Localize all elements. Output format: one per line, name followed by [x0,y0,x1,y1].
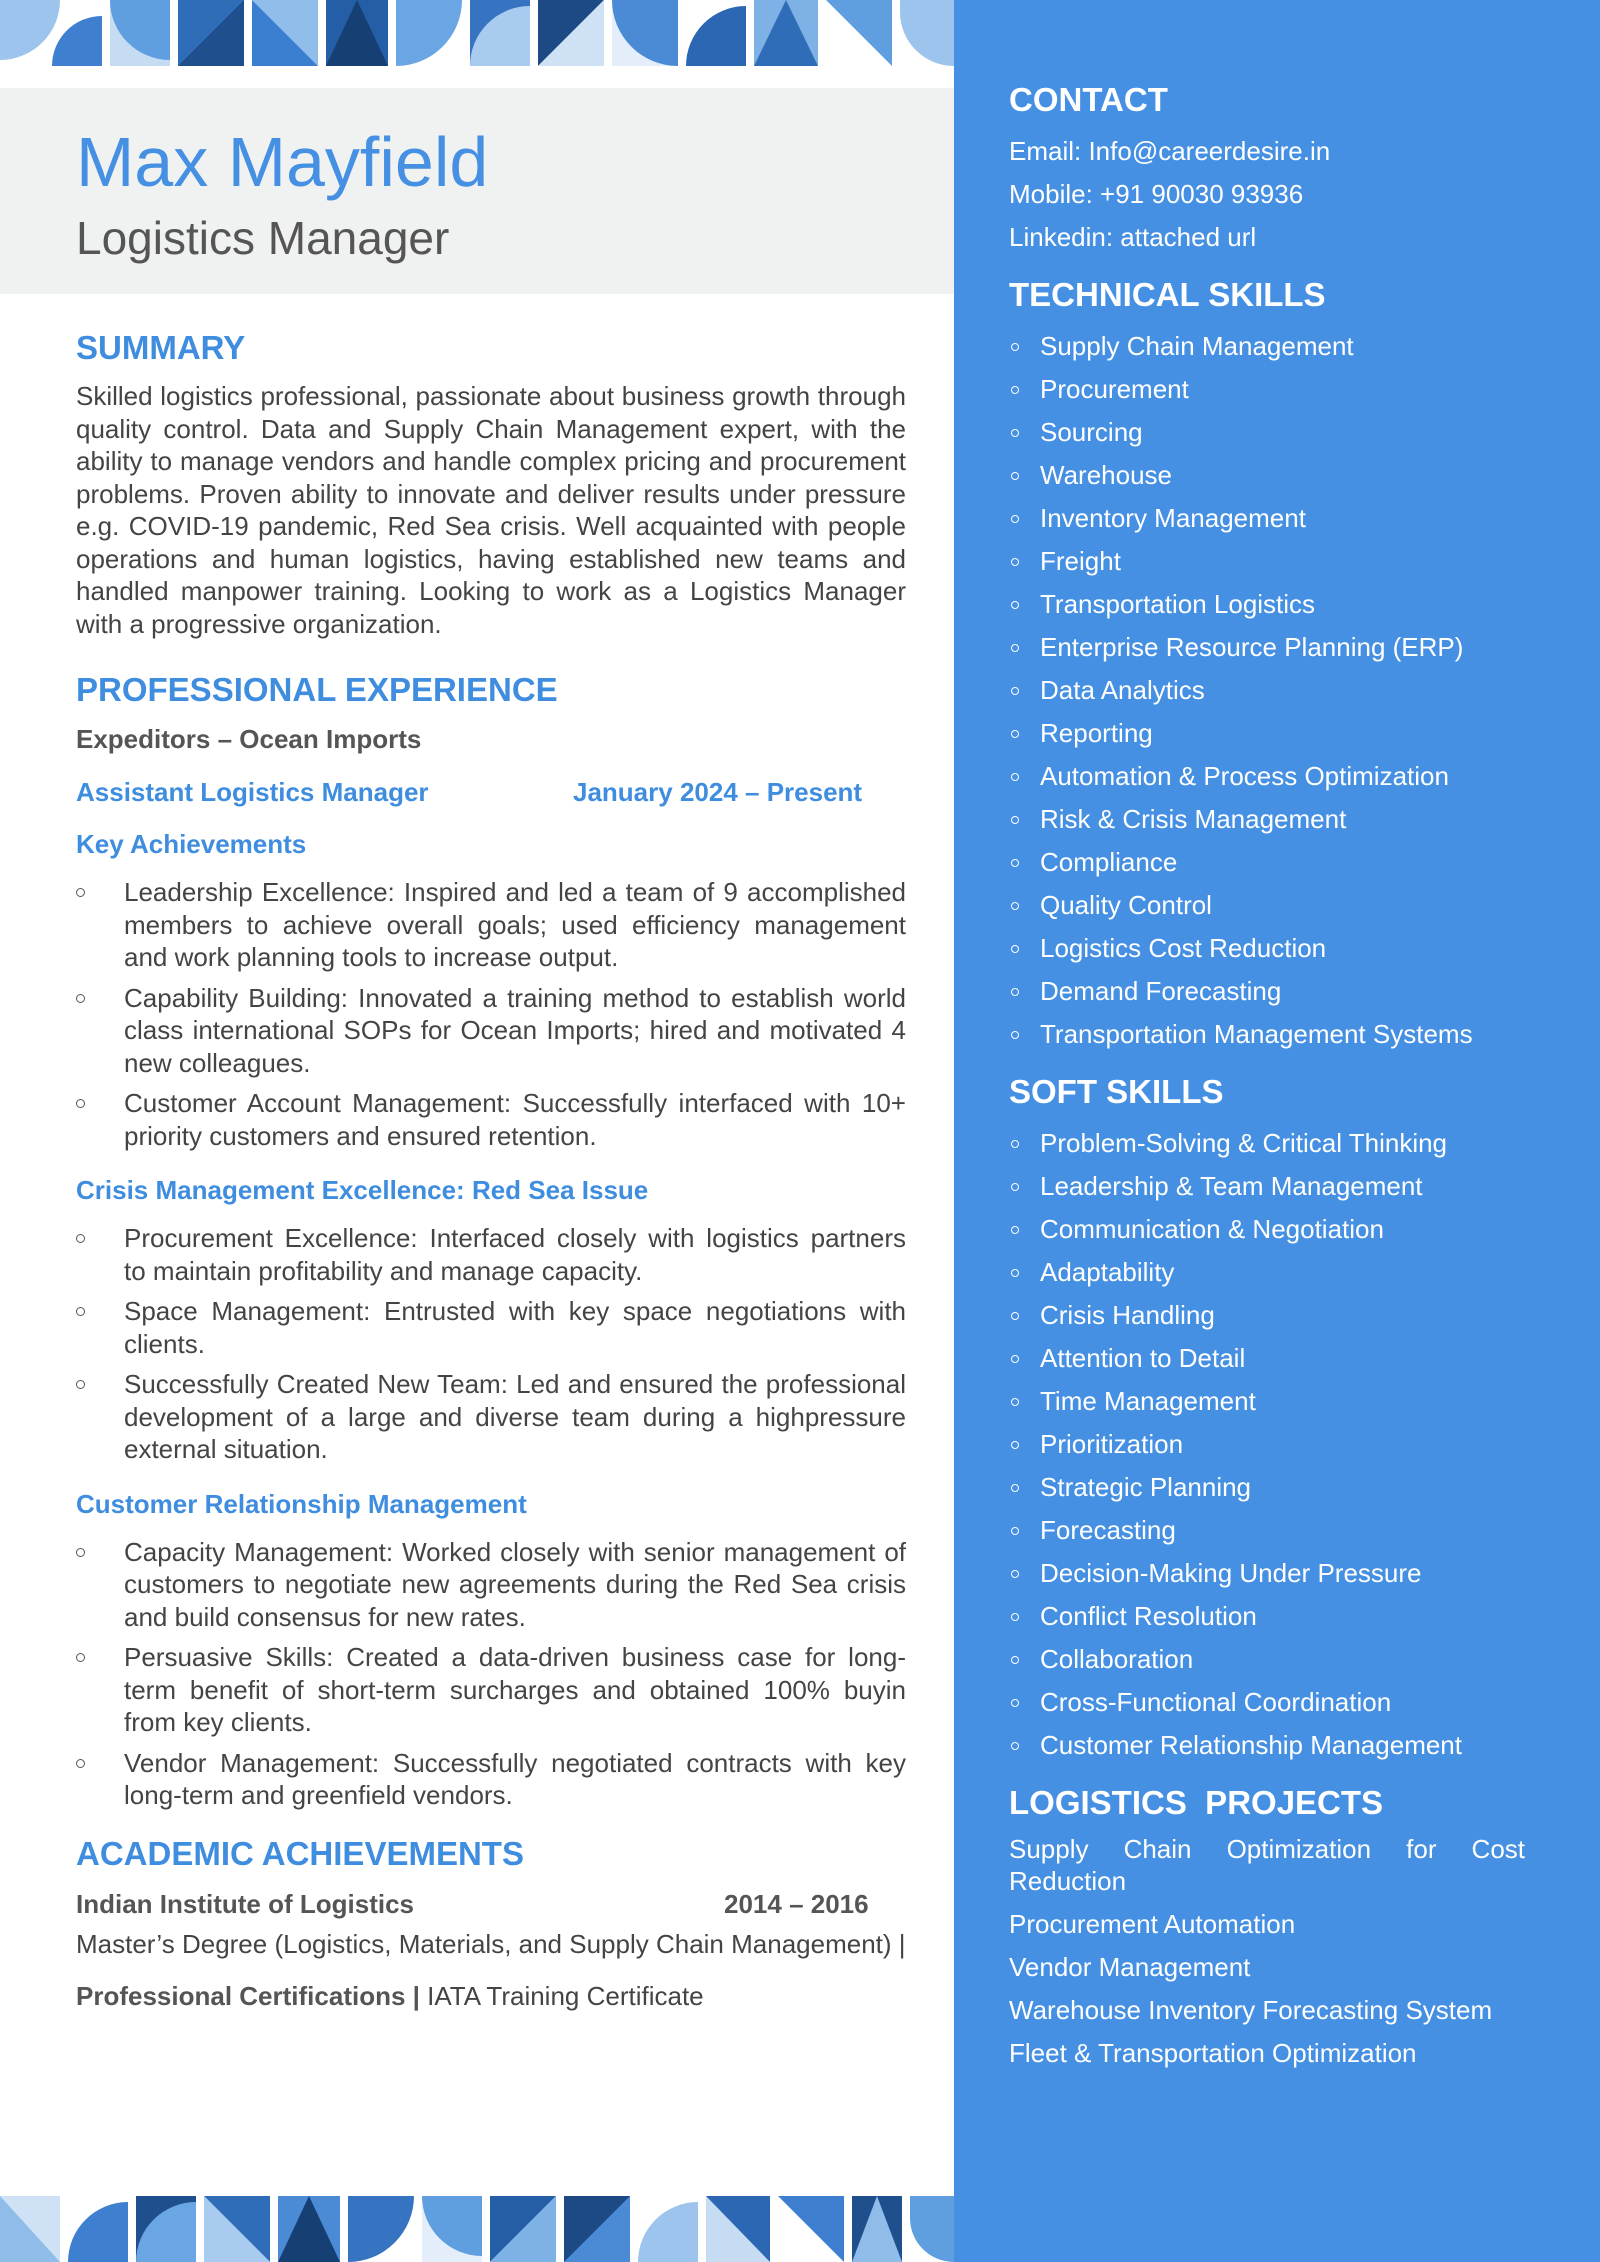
bullet-icon [1011,1742,1019,1750]
top-geometric-banner [0,0,954,66]
bullet-icon [1011,644,1019,652]
bullet-icon [76,1380,85,1389]
list-item: Communication & Negotiation [1009,1208,1525,1251]
bullet-icon [1011,945,1019,953]
bullet-icon [76,1548,85,1557]
list-item: Adaptability [1009,1251,1525,1294]
achievement-list [76,876,906,1152]
list-item: Prioritization [1009,1423,1525,1466]
bullet-icon [1011,1484,1019,1492]
list-item: Quality Control [1009,884,1525,927]
role-title: Assistant Logistics Manager [76,777,429,807]
bullet-icon [1011,386,1019,394]
soft-skills-list [1009,1122,1525,1767]
list-item: Collaboration [1009,1638,1525,1681]
bullet-icon [1011,1031,1019,1039]
bullet-icon [1011,859,1019,867]
list-item: Procurement Automation [1009,1909,1296,1939]
bullet-icon [1011,343,1019,351]
academic-heading: ACADEMIC ACHIEVEMENTS [76,1834,524,1872]
bullet-icon [1011,1183,1019,1191]
list-item: Fleet & Transportation Optimization [1009,2038,1417,2068]
bullet-icon [76,1759,85,1768]
list-item: Customer Relationship Management [1009,1724,1525,1767]
bullet-icon [1011,687,1019,695]
group-title: Crisis Management Excellence: Red Sea Issue [76,1175,649,1205]
role-period: January 2024 – Present [573,777,863,807]
contact-email: Email: Info@careerdesire.in [1009,136,1331,166]
list-item: Conflict Resolution [1009,1595,1525,1638]
list-item: Supply Chain Optimization for Cost Reduction [1009,1834,1525,1896]
list-item: Inventory Management [1009,497,1525,540]
bullet-icon [1011,1441,1019,1449]
list-item: Warehouse Inventory Forecasting System [1009,1995,1493,2025]
list-item: Demand Forecasting [1009,970,1525,1013]
projects-list [1009,1833,1525,2069]
list-item: Compliance [1009,841,1525,884]
sidebar-content [1009,78,1525,2080]
list-item: Capability Building: Innovated a training method to establish world class international SOPs for Ocean Imports; hired and motivated 4 new colleagues. [76,982,906,1080]
list-item: Decision-Making Under Pressure [1009,1552,1525,1595]
bullet-icon [1011,1269,1019,1277]
list-item: Transportation Management Systems [1009,1013,1525,1056]
list-item: Vendor Management [1009,1952,1251,1982]
institution-name: Indian Institute of Logistics [76,1888,414,1919]
bullet-icon [1011,1527,1019,1535]
contact-heading: CONTACT [1009,81,1168,118]
list-item: Problem-Solving & Critical Thinking [1009,1122,1525,1165]
list-item: Automation & Process Optimization [1009,755,1525,798]
cert-label: Professional Certifications | [76,1981,420,2011]
list-item: Successfully Created New Team: Led and ensured the professional development of a large and diverse team during a highpressure external situation. [76,1368,906,1466]
list-item: Data Analytics [1009,669,1525,712]
list-item: Supply Chain Management [1009,325,1525,368]
list-item: Persuasive Skills: Created a data-driven business case for long-term benefit of short-term surcharges and obtained 100% buyin from key clients. [76,1641,906,1739]
bullet-icon [1011,1699,1019,1707]
list-item: Space Management: Entrusted with key space negotiations with clients. [76,1295,906,1360]
bullet-icon [1011,601,1019,609]
bullet-icon [1011,773,1019,781]
list-item: Risk & Crisis Management [1009,798,1525,841]
contact-linkedin: Linkedin: attached url [1009,222,1257,252]
bullet-icon [1011,730,1019,738]
list-item: Time Management [1009,1380,1525,1423]
bullet-icon [1011,515,1019,523]
list-item: Forecasting [1009,1509,1525,1552]
list-item: Warehouse [1009,454,1525,497]
bullet-icon [76,1307,85,1316]
summary-heading: SUMMARY [76,329,246,366]
bullet-icon [1011,1226,1019,1234]
list-item: Freight [1009,540,1525,583]
list-item: Capacity Management: Worked closely with senior management of customers to negotiate new agreements during the Red Sea crisis and build consensus for new rates. [76,1536,906,1634]
bullet-icon [1011,902,1019,910]
list-item: Strategic Planning [1009,1466,1525,1509]
bullet-icon [76,1234,85,1243]
bullet-icon [76,1653,85,1662]
cert-value: IATA Training Certificate [427,1981,704,2011]
bullet-icon [1011,1398,1019,1406]
soft-skills-heading: SOFT SKILLS [1009,1073,1224,1110]
certification-row [76,1978,906,2014]
bullet-icon [76,994,85,1003]
achievement-list [76,1222,906,1466]
role-row [76,774,906,810]
contact-mobile: Mobile: +91 90030 93936 [1009,179,1304,209]
list-item: Leadership Excellence: Inspired and led a team of 9 accomplished members to achieve overall goals; used efficiency management and work planning tools to increase output. [76,876,906,974]
candidate-title: Logistics Manager [76,212,450,264]
bullet-icon [1011,429,1019,437]
bullet-icon [1011,988,1019,996]
bullet-icon [1011,1656,1019,1664]
list-item: Transportation Logistics [1009,583,1525,626]
education-row [76,1886,906,1922]
projects-heading: LOGISTICS PROJECTS [1009,1784,1384,1821]
main-content [76,326,906,2014]
summary-text: Skilled logistics professional, passionate about business growth through quality control. Data and Supply Chain Management expert, with the ability to manage vendors and handle complex pricing and procurement problems. Proven ability to innovate and deliver results under pressure e.g. COVID-19 pandemic, Red Sea crisis. Well acquainted with people operations and human logistics, having established new teams and handled manpower training. Looking to work as a Logistics Manager with a progressive organization. [76,381,906,639]
bullet-icon [1011,1140,1019,1148]
list-item: Cross-Functional Coordination [1009,1681,1525,1724]
technical-skills-heading: TECHNICAL SKILLS [1009,276,1326,313]
education-years: 2014 – 2016 [724,1888,869,1919]
technical-skills-list [1009,325,1525,1056]
bullet-icon [1011,1570,1019,1578]
list-item: Enterprise Resource Planning (ERP) [1009,626,1525,669]
list-item: Sourcing [1009,411,1525,454]
bullet-icon [76,888,85,897]
list-item: Reporting [1009,712,1525,755]
bullet-icon [76,1099,85,1108]
bullet-icon [1011,816,1019,824]
company-name: Expeditors – Ocean Imports [76,724,422,754]
group-title: Customer Relationship Management [76,1488,527,1519]
bullet-icon [1011,558,1019,566]
bullet-icon [1011,1355,1019,1363]
list-item: Leadership & Team Management [1009,1165,1525,1208]
candidate-name: Max Mayfield [76,123,489,201]
bottom-geometric-banner [0,2196,954,2262]
list-item: Customer Account Management: Successfully interfaced with 10+ priority customers and ensured retention. [76,1087,906,1152]
list-item: Logistics Cost Reduction [1009,927,1525,970]
list-item: Procurement [1009,368,1525,411]
bullet-icon [1011,472,1019,480]
list-item: Crisis Handling [1009,1294,1525,1337]
bullet-icon [1011,1613,1019,1621]
group-title: Key Achievements [76,829,307,859]
bullet-icon [1011,1312,1019,1320]
achievement-list [76,1536,906,1812]
degree-text: Master’s Degree (Logistics, Materials, and Supply Chain Management) | [76,1928,906,1959]
experience-heading: PROFESSIONAL EXPERIENCE [76,671,558,708]
list-item: Procurement Excellence: Interfaced closely with logistics partners to maintain profitability and manage capacity. [76,1222,906,1287]
list-item: Attention to Detail [1009,1337,1525,1380]
list-item: Vendor Management: Successfully negotiated contracts with key long-term and greenfield vendors. [76,1747,906,1812]
